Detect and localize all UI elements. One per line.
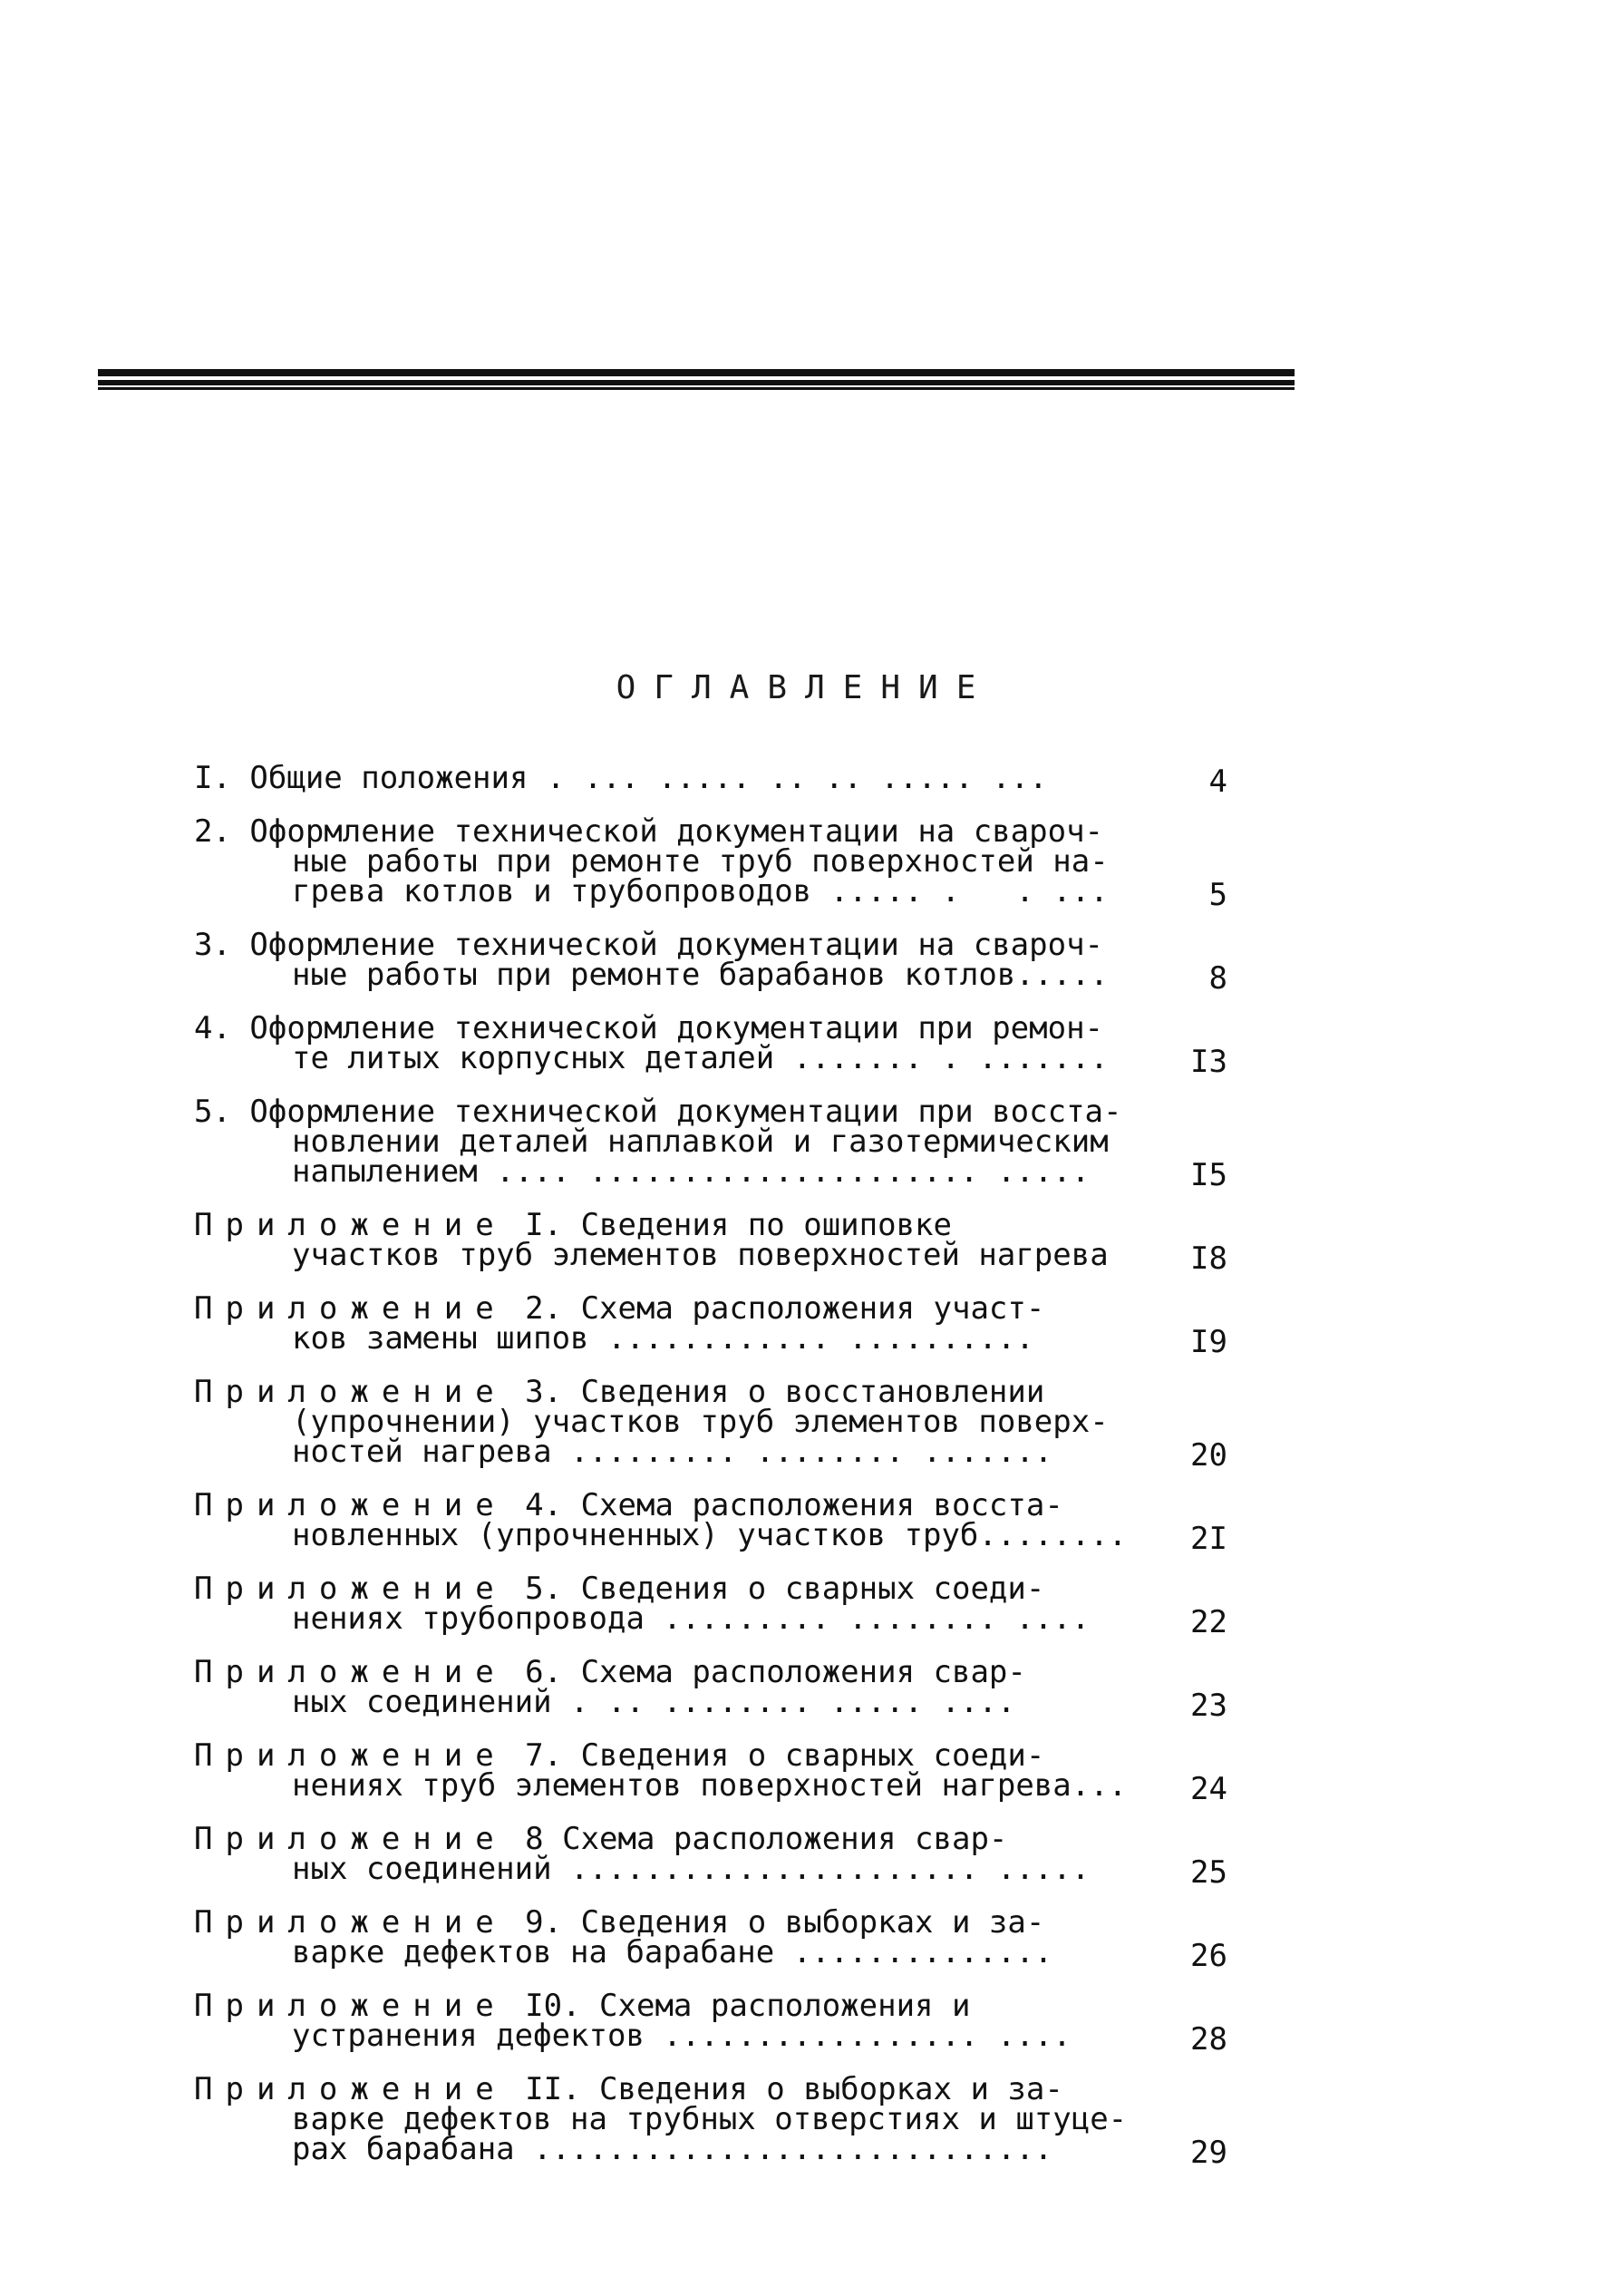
toc-entry-text [194, 1290, 1137, 1357]
toc-entry [194, 760, 1237, 800]
toc-entry-line [194, 1237, 1137, 1273]
toc-entry-line-text: 5. Оформление технической документации при восста- [194, 1094, 1122, 1130]
appendix-label: Приложение [194, 1571, 507, 1607]
appendix-label: Приложение [194, 1290, 507, 1327]
toc-entry-line-text: 2. Схема расположения участ- [506, 1290, 1045, 1327]
toc-entry [194, 1654, 1237, 1724]
toc-entry-line-text: 3. Сведения о восстановлении [506, 1374, 1045, 1410]
toc-entry [194, 1988, 1237, 2058]
appendix-label: Приложение [194, 1821, 507, 1857]
toc-entry-line [194, 1434, 1137, 1470]
toc-page-number: 29 [1190, 2135, 1227, 2171]
toc-entry-line-text: (упрочнении) участков труб элементов поверх- [292, 1404, 1109, 1440]
toc-entry-line [194, 957, 1137, 993]
toc-entry [194, 1094, 1237, 1193]
toc-page-number: I3 [1190, 1044, 1227, 1080]
toc-entry [194, 1374, 1237, 1474]
toc-entry-line [194, 2131, 1137, 2167]
toc-entry [194, 1487, 1237, 1557]
toc-entry-text [194, 2071, 1137, 2167]
toc-entry-line [194, 1684, 1137, 1720]
toc-entry-line-text: участков труб элементов поверхностей нагрева [292, 1237, 1109, 1273]
appendix-label: Приложение [194, 1374, 507, 1410]
toc-entry-text [194, 1010, 1137, 1076]
toc-entry-text [194, 1207, 1137, 1273]
toc-entry [194, 1821, 1237, 1891]
appendix-label: Приложение [194, 2071, 507, 2107]
toc-entry-text [194, 1654, 1137, 1720]
toc-entry-line [194, 1934, 1137, 1970]
toc-entry-line [194, 760, 1137, 796]
toc-entry-line [194, 873, 1137, 910]
toc-entry-text [194, 927, 1137, 993]
toc-entry-line-text: устранения дефектов ................. .... [292, 2018, 1072, 2054]
toc-page-number: I9 [1190, 1324, 1227, 1360]
toc-entry [194, 1571, 1237, 1640]
toc-page-number: 28 [1190, 2021, 1227, 2058]
toc-entry [194, 927, 1237, 997]
toc-entry-line [194, 1851, 1137, 1887]
toc-entry-line-text: варке дефектов на барабане .............. [292, 1934, 1053, 1970]
toc-entry [194, 1207, 1237, 1277]
toc-entry-line-text: 7. Сведения о сварных соеди- [506, 1737, 1045, 1774]
toc-entry-line [194, 1767, 1137, 1804]
toc-entry [194, 1010, 1237, 1080]
toc-entry-line-text: 2. Оформление технической документации на свароч- [194, 813, 1104, 850]
toc-entry-line-text: I. Сведения по ошиповке [506, 1207, 952, 1243]
toc-entry-line [194, 2018, 1137, 2054]
decorative-rule-thin [98, 387, 1295, 390]
toc-entry-line-text: ные работы при ремонте барабанов котлов..... [292, 957, 1109, 993]
toc-entry-text [194, 1571, 1137, 1637]
toc-entry-line-text: ных соединений ...................... ..... [292, 1851, 1091, 1887]
toc-entry [194, 1737, 1237, 1807]
toc-page-number: 25 [1190, 1854, 1227, 1891]
toc-entry-line-text: 4. Оформление технической документации при ремон- [194, 1010, 1104, 1046]
toc-entry-line-text: 5. Сведения о сварных соеди- [506, 1571, 1045, 1607]
toc-entry-line-text: грева котлов и трубопроводов ..... . . ... [292, 873, 1109, 910]
table-of-contents [194, 760, 1237, 2188]
toc-page-number: I5 [1190, 1157, 1227, 1193]
appendix-label: Приложение [194, 1207, 507, 1243]
decorative-rule-thick [98, 369, 1295, 376]
toc-entry-line-text: варке дефектов на трубных отверстиях и штуце- [292, 2101, 1128, 2137]
toc-entry-line-text: 9. Сведения о выборках и за- [506, 1904, 1045, 1941]
appendix-label: Приложение [194, 1737, 507, 1774]
toc-entry-line-text: II. Сведения о выборках и за- [506, 2071, 1063, 2107]
toc-entry-text [194, 1487, 1137, 1553]
toc-entry-text [194, 1094, 1137, 1190]
toc-page-number: 5 [1208, 877, 1227, 913]
toc-entry-line-text: ные работы при ремонте труб поверхностей на- [292, 843, 1109, 880]
toc-entry-text [194, 1374, 1137, 1470]
toc-entry-line [194, 1517, 1137, 1553]
toc-entry [194, 1904, 1237, 1974]
toc-entry-text [194, 760, 1137, 796]
appendix-label: Приложение [194, 1654, 507, 1690]
appendix-label: Приложение [194, 1904, 507, 1941]
toc-entry-text [194, 1737, 1137, 1804]
toc-entry-line-text: ных соединений . .. ........ ..... .... [292, 1684, 1016, 1720]
toc-entry-line-text: 6. Схема расположения свар- [506, 1654, 1026, 1690]
page-title: ОГЛАВЛЕНИЕ [616, 669, 994, 706]
toc-entry-line-text: I0. Схема расположения и [506, 1988, 971, 2024]
toc-entry [194, 813, 1237, 913]
appendix-label: Приложение [194, 1988, 507, 2024]
toc-page-number: 23 [1190, 1688, 1227, 1724]
toc-entry-line-text: 4. Схема расположения восста- [506, 1487, 1063, 1523]
toc-entry-line-text: 3. Оформление технической документации на свароч- [194, 927, 1104, 963]
toc-entry-line [194, 1040, 1137, 1076]
toc-page-number: 8 [1208, 960, 1227, 997]
toc-page-number: 20 [1190, 1437, 1227, 1474]
appendix-label: Приложение [194, 1487, 507, 1523]
toc-page-number: 24 [1190, 1771, 1227, 1807]
toc-page-number: 26 [1190, 1938, 1227, 1974]
toc-entry-line-text: новлении деталей наплавкой и газотермическим [292, 1124, 1109, 1160]
toc-entry-line [194, 1600, 1137, 1637]
toc-entry [194, 1290, 1237, 1360]
toc-page-number: 4 [1208, 764, 1227, 800]
toc-entry-line [194, 1320, 1137, 1357]
toc-entry-text [194, 813, 1137, 910]
toc-entry-text [194, 1988, 1137, 2054]
toc-page-number: 2I [1190, 1521, 1227, 1557]
toc-entry-line-text: нениях трубопровода ......... ........ .... [292, 1600, 1091, 1637]
toc-entry-line-text: рах барабана ............................ [292, 2131, 1053, 2167]
toc-entry-line-text: 8 Схема расположения свар- [506, 1821, 1008, 1857]
toc-entry-line-text: те литых корпусных деталей ....... . ....... [292, 1040, 1109, 1076]
toc-entry [194, 2071, 1237, 2171]
toc-entry-text [194, 1821, 1137, 1887]
toc-entry-line-text: напылением .... ..................... ..... [292, 1153, 1091, 1190]
toc-entry-line [194, 1153, 1137, 1190]
toc-entry-line-text: ностей нагрева ......... ........ ....... [292, 1434, 1053, 1470]
toc-entry-text [194, 1904, 1137, 1970]
decorative-rule-medium [98, 380, 1295, 385]
toc-page-number: 22 [1190, 1604, 1227, 1640]
toc-entry-line-text: ков замены шипов ............ .......... [292, 1320, 1034, 1357]
toc-entry-line-text: I. Общие положения . ... ..... .. .. ..... ... [194, 760, 1048, 796]
toc-entry-line-text: новленных (упрочненных) участков труб........ [292, 1517, 1128, 1553]
toc-page-number: I8 [1190, 1240, 1227, 1277]
toc-entry-line-text: нениях труб элементов поверхностей нагрева... [292, 1767, 1128, 1804]
